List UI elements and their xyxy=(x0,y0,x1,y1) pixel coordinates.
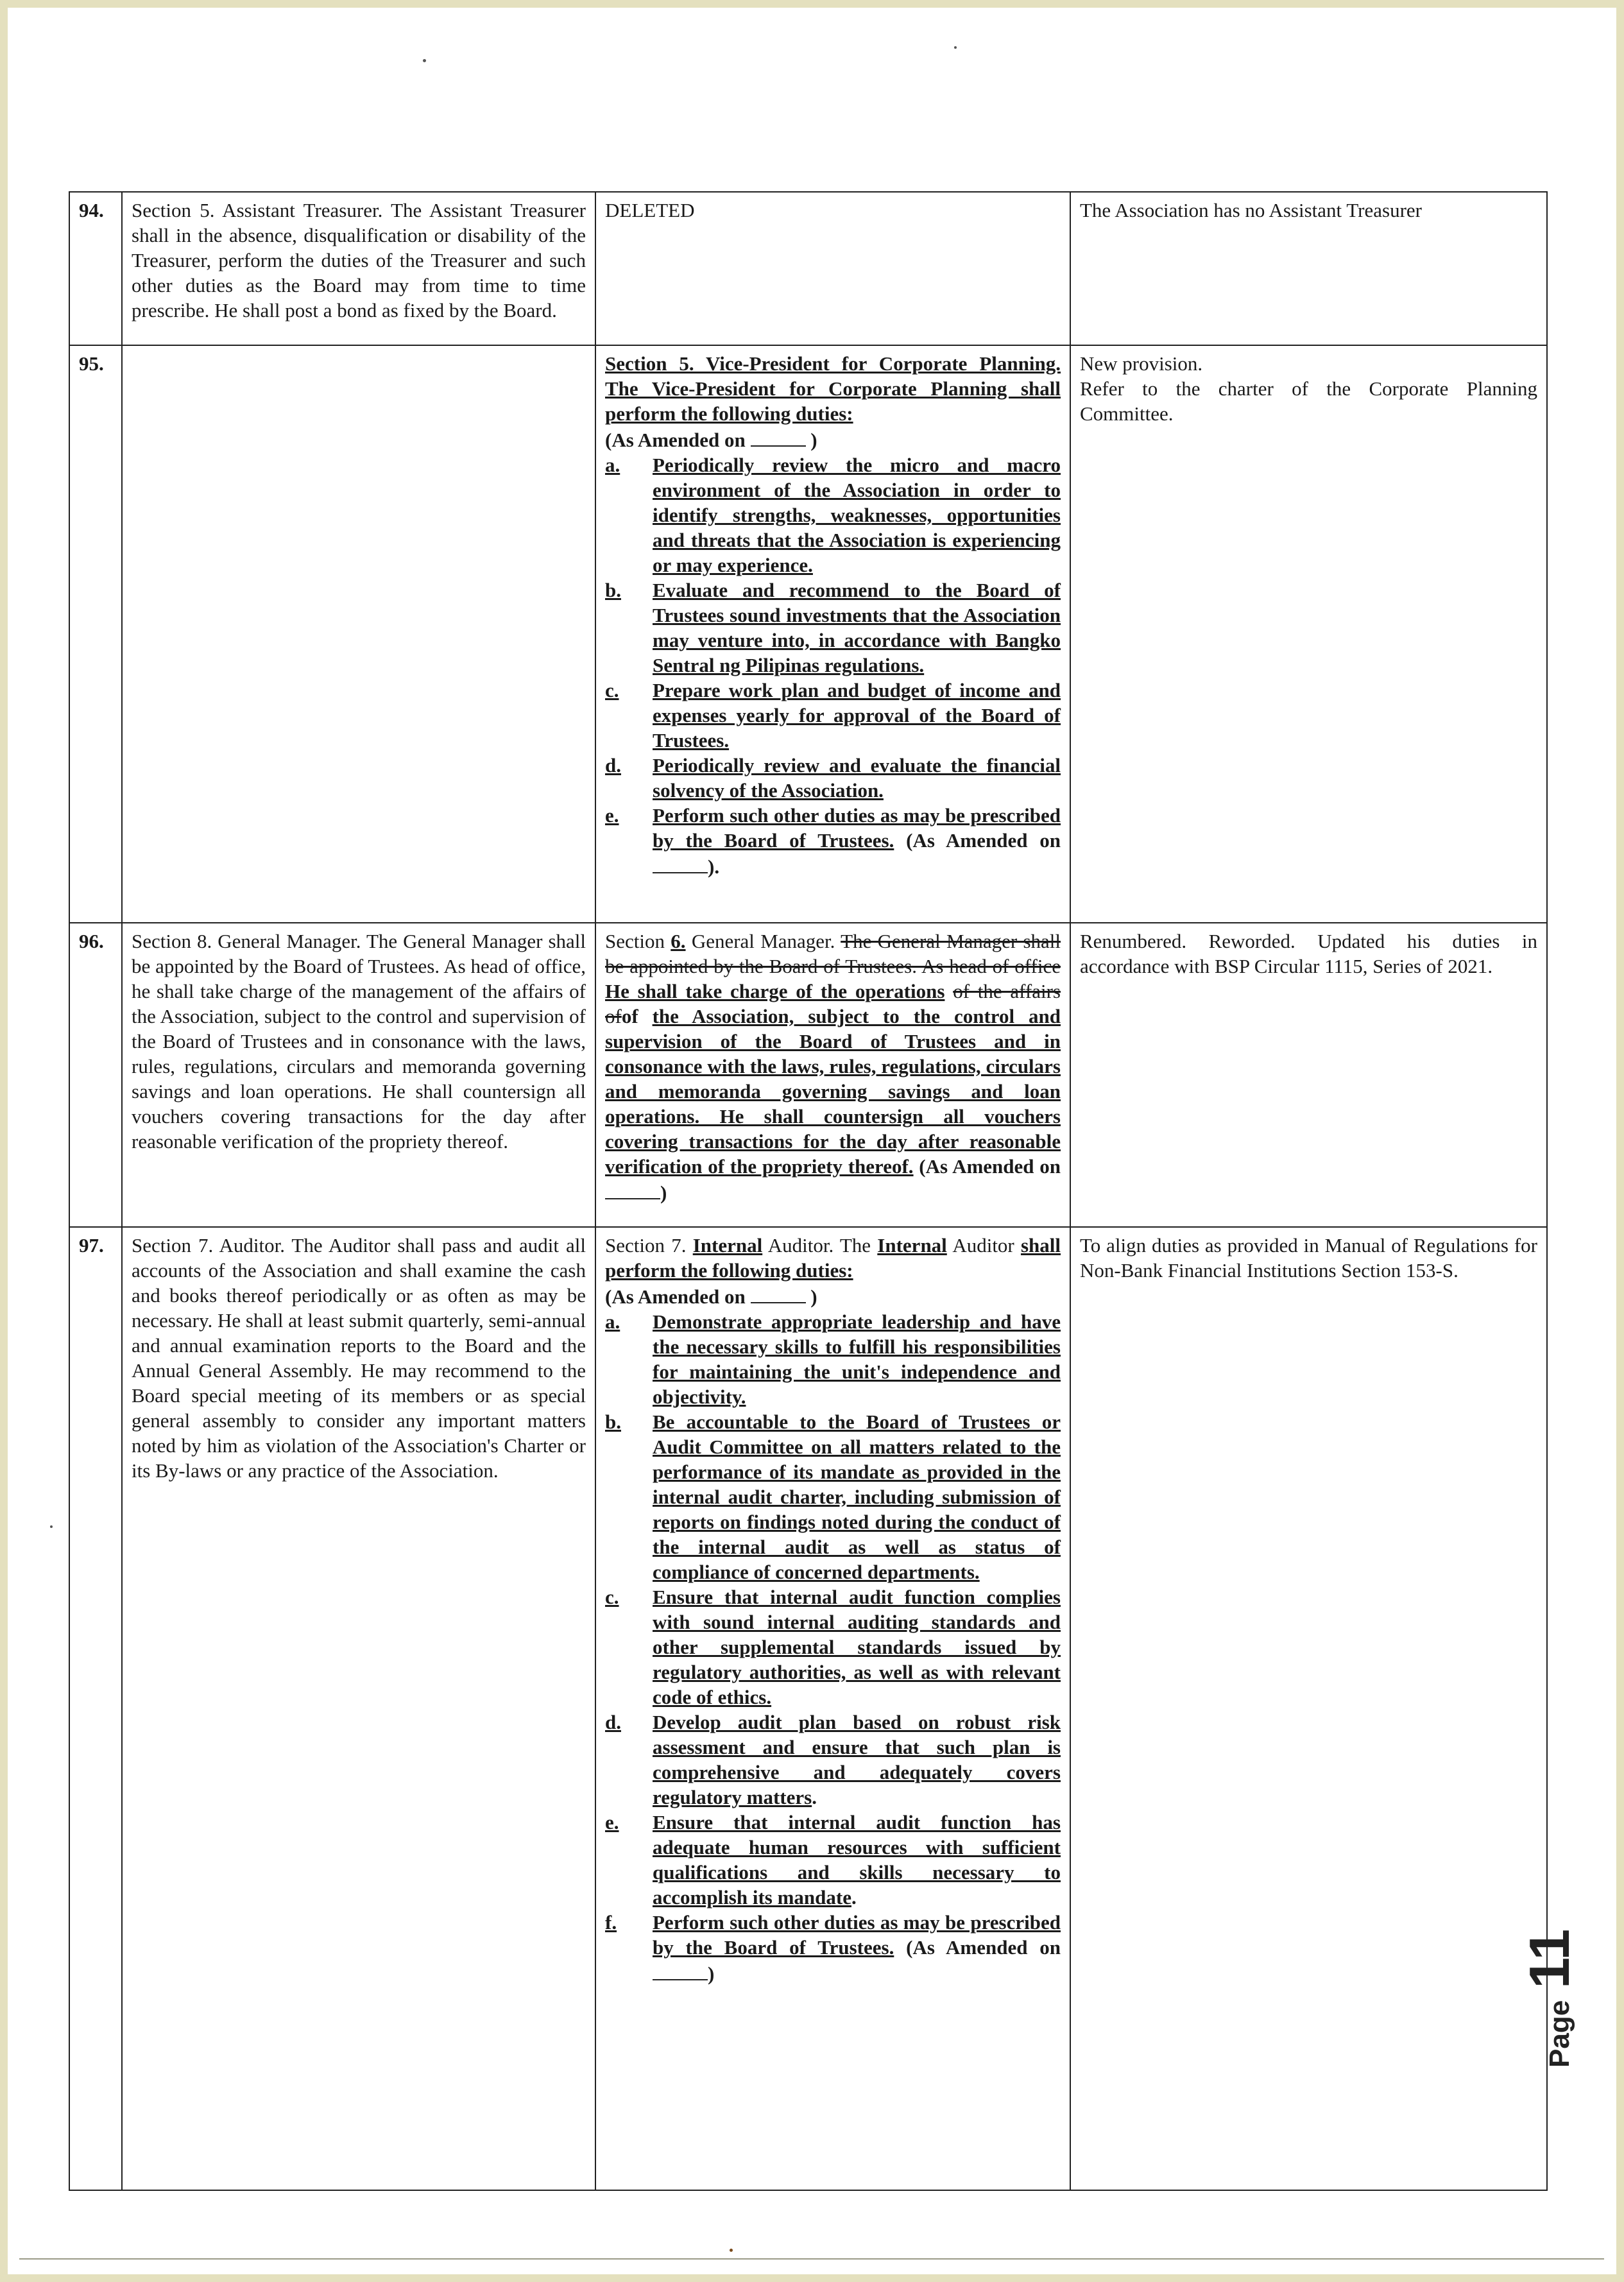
page-label: Page xyxy=(1544,2000,1575,2068)
provision-heading: Section 5. Vice-President for Corporate Planning. The Vice-President for Corporate Planning shall perform the following duties: xyxy=(605,352,1061,425)
row-number: 94. xyxy=(69,192,122,345)
list-item: c. Prepare work plan and budget of income and expenses yearly for approval of the Board of Trustees. xyxy=(605,679,1061,751)
remarks: To align duties as provided in Manual of Regulations for Non-Bank Financial Institutions Section 153-S. xyxy=(1070,1227,1547,2190)
list-item: e. Perform such other duties as may be prescribed by the Board of Trustees. (As Amended on ). xyxy=(605,804,1061,878)
list-item: b. Evaluate and recommend to the Board of Trustees sound investments that the Association may venture into, in accordance with Bangko Sentral ng Pilipinas regulations. xyxy=(605,579,1061,676)
original-provision: Section 7. Auditor. The Auditor shall pass and audit all accounts of the Association and shall examine the cash and books thereof periodically or as often as may be necessary. He shall at least submit quarterly, semi-annual and annual examination reports to the Board and the Annual General Assembly. He may recommend to the Board special meeting of its members or as special general assembly to consider any important matters noted by him as violation of the Association's Charter or its By-laws or any practice of the Association. xyxy=(122,1227,595,2190)
scan-speck xyxy=(954,46,957,49)
list-item: d. Periodically review and evaluate the financial solvency of the Association. xyxy=(605,754,1061,802)
row-number: 96. xyxy=(69,923,122,1227)
table-row xyxy=(69,192,1547,345)
original-provision xyxy=(122,345,595,923)
provision-heading: Section 7. Internal Auditor. The Internal Auditor shall perform the following duties: xyxy=(605,1234,1061,1282)
proposed-provision xyxy=(595,1227,1070,2190)
list-item: c. Ensure that internal audit function complies with sound internal auditing standards and other supplemental standards issued by regulatory authorities, as well as with relevant code of ethics. xyxy=(605,1586,1061,1708)
duties-list xyxy=(605,1309,1061,1986)
list-item: a. Periodically review the micro and macro environment of the Association in order to identify strengths, weaknesses, opportunities and threats that the Association is experiencing or may experience. xyxy=(605,454,1061,576)
scan-speck xyxy=(423,59,426,62)
proposed-provision: DELETED xyxy=(595,192,1070,345)
amended-on-line: (As Amended on ) xyxy=(605,1283,1061,1309)
list-item: a. Demonstrate appropriate leadership and have the necessary skills to fulfill his responsibilities for maintaining the unit's independence and objectivity. xyxy=(605,1310,1061,1408)
list-item: f. Perform such other duties as may be prescribed by the Board of Trustees. (As Amended on ) xyxy=(605,1911,1061,1985)
row-number: 95. xyxy=(69,345,122,923)
amended-on-line: (As Amended on ) xyxy=(605,426,1061,452)
original-provision: Section 8. General Manager. The General Manager shall be appointed by the Board of Trustees. As head of office, he shall take charge of the management of the affairs of the Association, subject to the control and supervision of the Board of Trustees and in consonance with the laws, rules, regulations, circulars and memoranda governing savings and loan operations. He shall countersign all vouchers covering transactions for the day after reasonable verification of the propriety thereof. xyxy=(122,923,595,1227)
page-number-value: 11 xyxy=(1517,1928,1581,1989)
amendments-table xyxy=(69,191,1548,2191)
page-number xyxy=(1517,1929,1582,2068)
list-item: d. Develop audit plan based on robust risk assessment and ensure that such plan is comprehensive and adequately covers regulatory matters. xyxy=(605,1711,1061,1808)
table-row xyxy=(69,345,1547,923)
original-provision: Section 5. Assistant Treasurer. The Assistant Treasurer shall in the absence, disqualification or disability of the Treasurer, perform the duties of the Treasurer and such other duties as the Board may from time to time prescribe. He shall post a bond as fixed by the Board. xyxy=(122,192,595,345)
inserted-text: He shall take charge of the operations xyxy=(605,980,945,1002)
list-item: b. Be accountable to the Board of Trustees or Audit Committee on all matters related to the performance of its mandate as provided in the internal audit charter, including submission of reports on findings noted during the conduct of the internal audit as well as status of compliance of concerned departments. xyxy=(605,1411,1061,1583)
table-row xyxy=(69,923,1547,1227)
table-row xyxy=(69,1227,1547,2190)
scan-edge-line xyxy=(19,2258,1604,2260)
remarks-line: Refer to the charter of the Corporate Planning Committee. xyxy=(1080,377,1537,425)
scan-speck xyxy=(50,1525,53,1528)
scan-speck xyxy=(730,2249,733,2252)
duties-list xyxy=(605,452,1061,879)
list-item: e. Ensure that internal audit function has adequate human resources with sufficient qualifications and skills necessary to accomplish its mandate. xyxy=(605,1811,1061,1909)
inserted-text: the Association, subject to the control and supervision of the Board of Trustees and in consonance with the laws, rules, regulations, circulars and memoranda governing savings and loan operations. He shall countersign all vouchers covering transactions for the day after reasonable verification of the propriety thereof. xyxy=(605,1005,1061,1178)
remarks: The Association has no Assistant Treasurer xyxy=(1070,192,1547,345)
struck-text: of the affairs of xyxy=(605,980,1061,1027)
remarks: Renumbered. Reworded. Updated his duties in accordance with BSP Circular 1115, Series of 2021. xyxy=(1070,923,1547,1227)
proposed-provision: Section 6. General Manager. The General Manager shall be appointed by the Board of Trustees. As head of office He shall take charge of the operations of the affairs ofof the Association, subject to the control and supervision of the Board of Trustees and in consonance with the laws, rules, regulations, circulars and memoranda governing savings and loan operations. He shall countersign all vouchers covering transactions for the day after reasonable verification of the propriety thereof. (As Amended on ) xyxy=(595,923,1070,1227)
proposed-provision xyxy=(595,345,1070,923)
remarks xyxy=(1070,345,1547,923)
remarks-line: New provision. xyxy=(1080,352,1203,375)
document-page xyxy=(8,8,1616,2274)
row-number: 97. xyxy=(69,1227,122,2190)
struck-text: The General Manager shall be appointed by the Board of Trustees. As head of office xyxy=(605,930,1061,977)
